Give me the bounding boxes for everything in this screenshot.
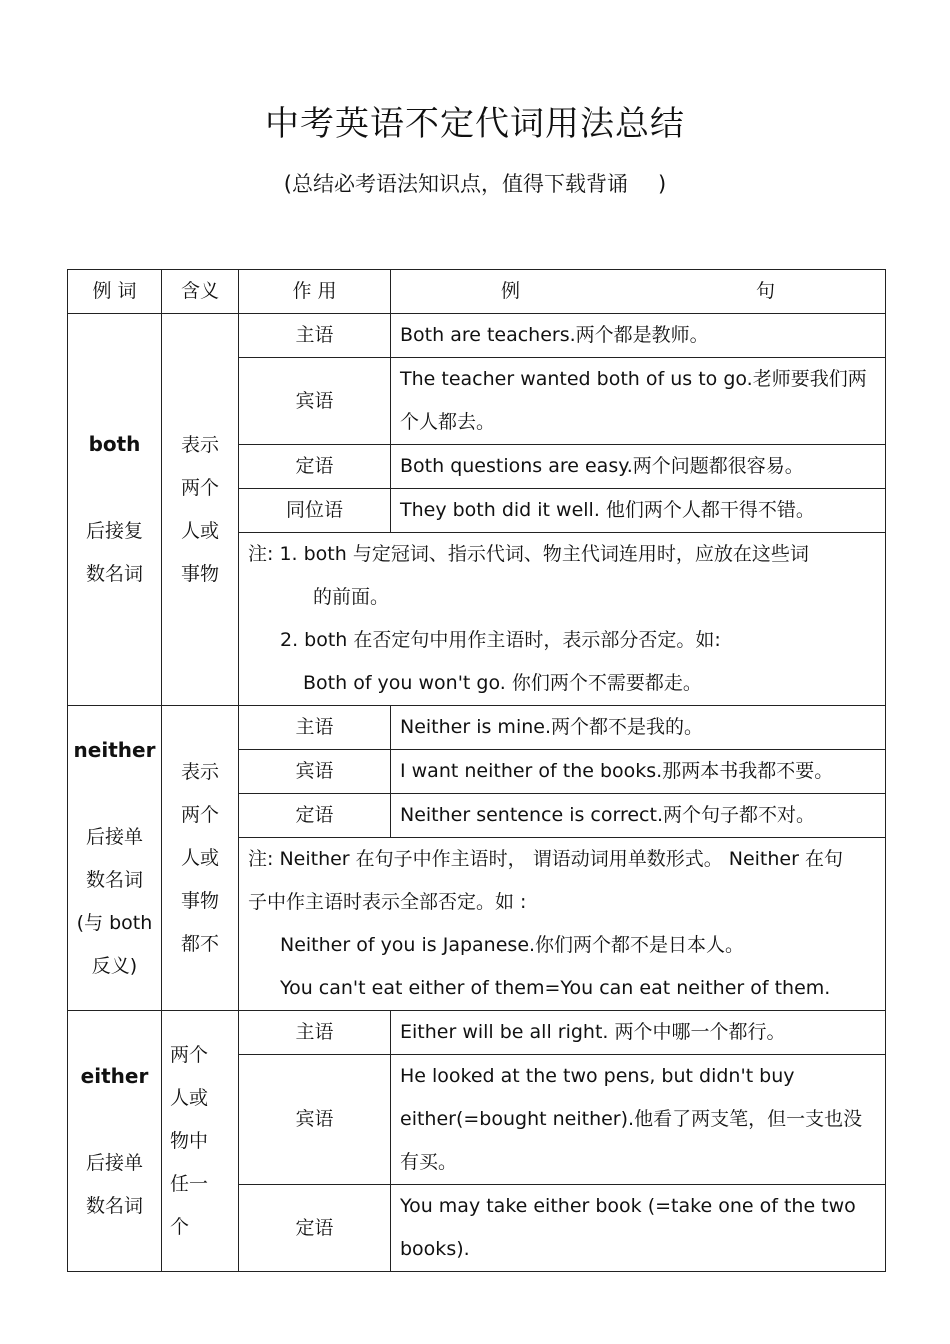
subtitle-close: ) [658,172,667,196]
word-both: both [88,432,141,456]
usage-cell: 宾语 [239,358,391,445]
meaning-line: 人或 [180,519,219,542]
header-example-left: 例 [501,280,521,302]
table-row [68,706,886,750]
meaning-line: 两个 [180,803,219,826]
meaning-line: 都不 [180,932,219,955]
word-note: 数名词 [85,1194,143,1217]
header-word: 例 词 [68,270,162,314]
usage-cell: 宾语 [239,1055,391,1185]
usage-cell: 宾语 [239,750,391,794]
word-note: 反义) [91,954,138,977]
usage-cell: 定语 [239,445,391,489]
example-cell: I want neither of the books.那两本书我都不要。 [391,750,886,794]
example-cell: The teacher wanted both of us to go.老师要我们两个人都去。 [391,358,886,445]
meaning-line: 人或 [180,846,219,869]
header-example-right: 句 [755,280,775,302]
usage-cell: 主语 [239,706,391,750]
subtitle-text: (总结必考语法知识点，值得下载背诵 [283,172,628,196]
word-neither: neither [73,737,156,762]
example-cell: Neither is mine.两个都不是我的。 [391,706,886,750]
meaning-line: 两个 [180,476,219,499]
word-note: 后接复 [85,520,143,542]
word-note: 后接单 [85,825,143,848]
example-cell: Neither sentence is correct.两个句子都不对。 [391,794,886,838]
meaning-line: 物中 [170,1129,209,1152]
page-subtitle [0,168,950,198]
meaning-line: 两个 [170,1043,209,1066]
note-line: 2. both 在否定句中用作主语时，表示部分否定。如: [280,629,721,651]
table-row [68,314,886,358]
word-either: either [80,1063,149,1088]
meaning-line: 人或 [170,1086,209,1109]
meaning-cell-either [162,1011,239,1272]
meaning-line: 事物 [180,889,219,912]
word-note: (与 both [76,911,153,934]
note-cell-neither [239,838,886,1011]
word-note: 数名词 [85,563,143,585]
meaning-line: 个 [170,1215,190,1238]
pronoun-table [67,269,886,1272]
meaning-line: 表示 [180,433,219,456]
note-line: You can't eat either of them=You can eat neither of them. [280,977,831,999]
page-title: 中考英语不定代词用法总结 [265,104,685,144]
note-line: Neither of you is Japanese.你们两个都不是日本人。 [280,934,745,956]
header-example [391,270,886,314]
note-line: 子中作主语时表示全部否定。如 : [248,891,527,913]
usage-cell: 定语 [239,1185,391,1272]
meaning-line: 事物 [180,562,219,585]
usage-cell: 同位语 [239,489,391,533]
word-cell-both [68,314,162,706]
note-line: 注: 1. both 与定冠词、指示代词、物主代词连用时，应放在这些词 [248,543,809,565]
header-usage: 作 用 [239,270,391,314]
meaning-cell-both [162,314,239,706]
word-note: 后接单 [85,1151,143,1174]
word-cell-either [68,1011,162,1272]
note-line: Both of you won't go. 你们两个不需要都走。 [303,672,702,694]
meaning-line: 表示 [180,760,219,783]
note-line: 注: Neither 在句子中作主语时， 谓语动词用单数形式。 Neither 在句 [248,848,843,870]
table-header-row [68,270,886,314]
meaning-cell-neither [162,706,239,1011]
word-cell-neither [68,706,162,1011]
example-cell: Both questions are easy.两个问题都很容易。 [391,445,886,489]
usage-cell: 定语 [239,794,391,838]
usage-cell: 主语 [239,1011,391,1055]
example-cell: They both did it well. 他们两个人都干得不错。 [391,489,886,533]
usage-cell: 主语 [239,314,391,358]
example-cell: Either will be all right. 两个中哪一个都行。 [391,1011,886,1055]
header-meaning: 含义 [162,270,239,314]
example-cell: Both are teachers.两个都是教师。 [391,314,886,358]
word-note: 数名词 [85,868,143,891]
table-row [68,1011,886,1055]
note-line: 的前面。 [313,586,390,608]
example-cell: He looked at the two pens, but didn't buy either(=bought neither).他看了两支笔，但一支也没有买。 [391,1055,886,1185]
example-cell: You may take either book (=take one of the two books). [391,1185,886,1272]
note-cell-both [239,533,886,706]
meaning-line: 任一 [170,1172,209,1195]
